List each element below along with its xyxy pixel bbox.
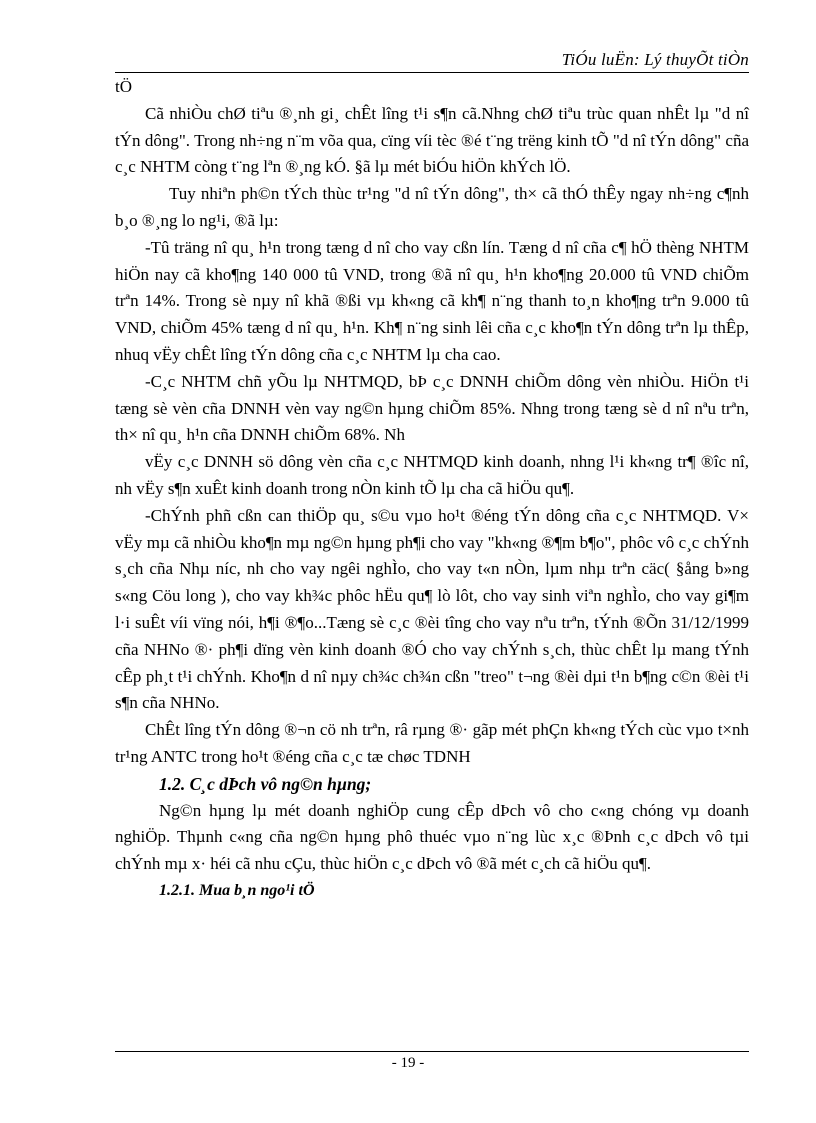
paragraph: -ChÝnh phñ cßn can thiÖp qu¸ s©u vµo ho¹t ®éng tÝn dông cña c¸c NHTMQD. V× vËy mµ cã nhiÒu kho¶n mµ ng©n hµng ph¶i cho vay "kh«ng ®¶m b¶o", phôc vô c¸c chÝnh s¸ch cña Nhµ níc, nh cho vay ngêi nghÌo, cho vay t«n nÒn, lµm nhµ trªn cäc( §ång b»ng s«ng Cöu long ), cho vay kh¾c phôc hËu qu¶ lò lôt, cho vay sinh viªn nghÌo, cho vay gi¶m l·i suÊt víi vïng nói, h¶i ®¶o...Tæng sè c¸c ®èi tîng cho vay nªu trªn, tÝnh ®Õn 31/12/1999 cña NHNo ®· ph¶i dïng vèn kinh doanh ®Ó cho vay chÝnh s¸ch, thùc chÊt lµ mang tÝnh cÊp ph¸t t¹i chÝnh. Kho¶n d nî nµy ch¾c ch¾n cßn "treo" t¬ng ®èi dµi t¹n b¶ng c©n ®èi t¹i s¶n cña NHNo. xyxy=(115,505,749,713)
paragraph: -Tû träng nî qu¸ h¹n trong tæng d nî cho vay cßn lín. Tæng d nî cña c¶ hÖ thèng NHTM hiÖn nay cã kho¶ng 140 000 tû VND, trong ®ã nî qu¸ h¹n kho¶ng 20.000 tû VND chiÕm trªn 14%. Trong sè nµy nî khã ®ßi vµ kh«ng cã kh¶ n¨ng thanh to¸n kho¶ng trªn 9.000 tû VND, chiÕm 45% tæng d nî qu¸ h¹n. Kh¶ n¨ng sinh lêi cña c¸c kho¶n tÝn dông trªn lµ thÊp, nhuq vËy chÊt lîng tÝn dông cña c¸c NHTM lµ cha cao. xyxy=(115,237,749,364)
paragraph-continuation: tÖ xyxy=(115,77,132,96)
paragraph: Tuy nhiªn ph©n tÝch thùc tr¹ng "d nî tÝn dông", th× cã thÓ thÊy ngay nh÷ng c¶nh b¸o ®¸ng lo ng¹i, ®ã lµ: xyxy=(115,184,749,230)
section-heading: 1.2. C¸c dÞch vô ng©n hµng; xyxy=(159,773,372,794)
paragraph: ChÊt lîng tÝn dông ®¬n cö nh trªn, râ rµng ®· gãp mét phÇn kh«ng tÝch cùc vµo t×nh tr¹ng ANTC trong ho¹t ®éng cña c¸c tæ chøc TDNH xyxy=(115,720,749,766)
footer-rule xyxy=(115,1051,749,1052)
paragraph: Ng©n hµng lµ mét doanh nghiÖp cung cÊp dÞch vô cho c«ng chóng vµ doanh nghiÖp. Thµnh c«ng cña ng©n hµng phô thuéc vµo n¨ng lùc x¸c ®Þnh c¸c dÞch vô tµi chÝnh mµ x· héi cã nhu cÇu, thùc hiÖn c¸c dÞch vô ®ã mét c¸ch cã hiÖu qu¶. xyxy=(115,800,749,874)
page-number: - 19 - xyxy=(391,1055,425,1071)
subsection-heading: 1.2.1. Mua b¸n ngo¹i tÖ xyxy=(159,881,315,899)
document-body xyxy=(115,74,749,905)
running-header: TiÓu luËn: Lý thuyÕt tiÒn xyxy=(561,50,749,69)
paragraph: Cã nhiÒu chØ tiªu ®¸nh gi¸ chÊt lîng t¹i s¶n cã.Nhng chØ tiªu trùc quan nhÊt lµ "d nî tÝn dông". Trong nh÷ng n¨m võa qua, cïng víi tèc ®é t¨ng trëng kinh tÕ "d nî tÝn dông" cña c¸c NHTM còng t¨ng lªn ®¸ng kÓ. §ã lµ mét biÓu hiÖn khÝch lÖ. xyxy=(115,103,749,177)
paragraph: -C¸c NHTM chñ yÕu lµ NHTMQD, bÞ c¸c DNNH chiÕm dông vèn nhiÒu. HiÖn t¹i tæng sè vèn cña DNNH vèn vay ng©n hµng chiÕm 85%. Nhng trong tæng sè d nî nªu trªn, th× nî qu¸ h¹n cña DNNH chiÕm 68%. Nh xyxy=(115,371,749,445)
paragraph: vËy c¸c DNNH sö dông vèn cña c¸c NHTMQD kinh doanh, nhng l¹i kh«ng tr¶ ®îc nî, nh vËy s¶n xuÊt kinh doanh trong nÒn kinh tÕ lµ cha cã hiÖu qu¶. xyxy=(115,452,749,498)
header-rule xyxy=(115,72,749,73)
